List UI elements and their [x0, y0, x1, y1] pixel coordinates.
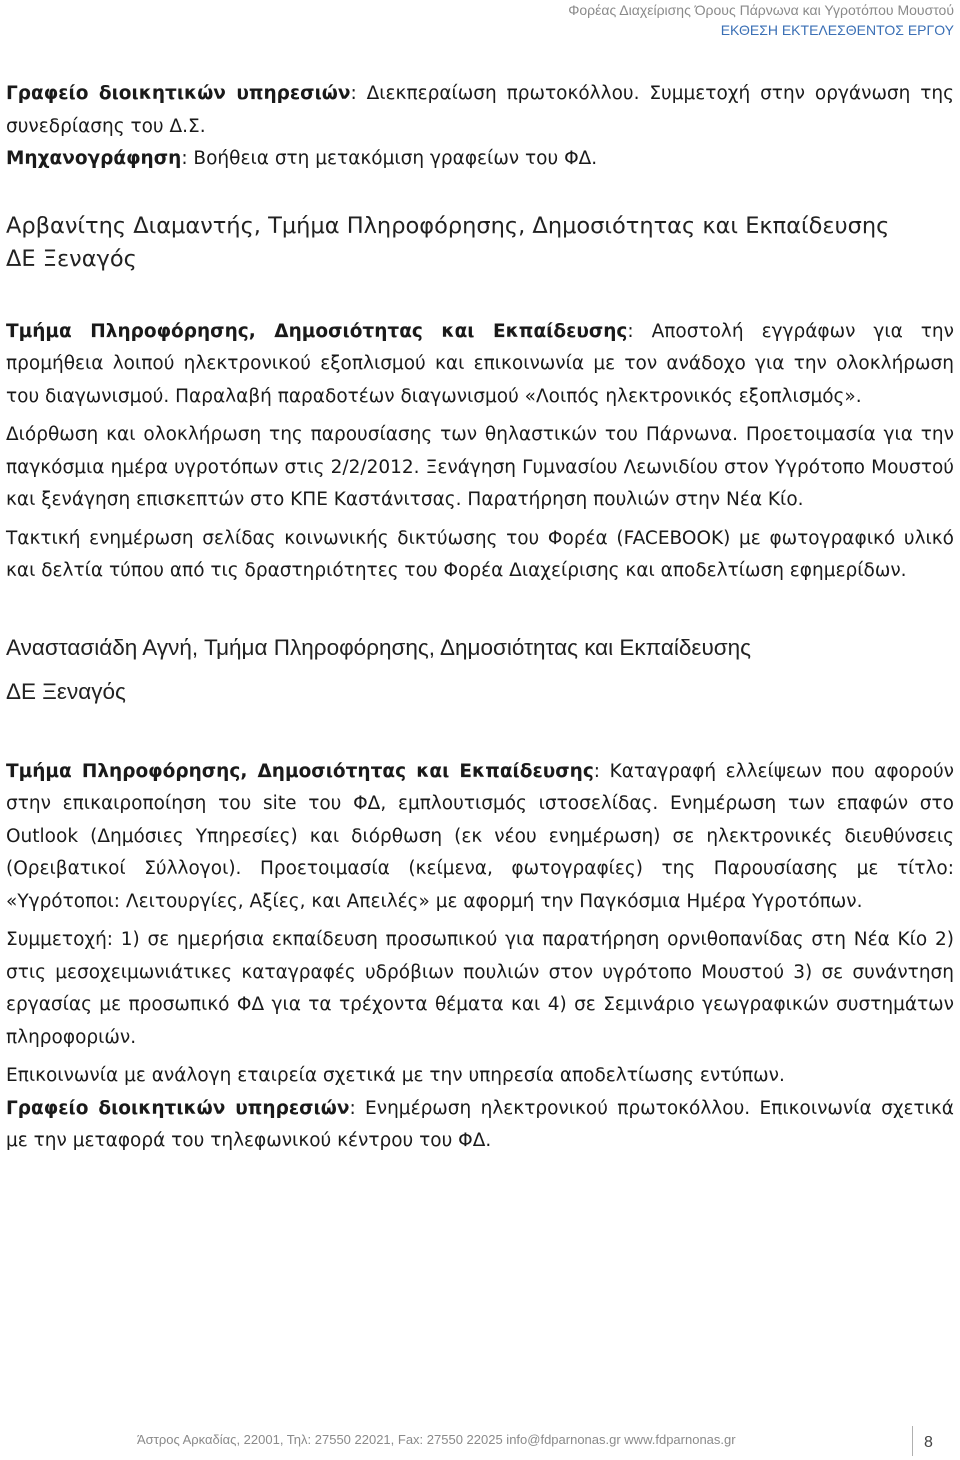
paragraph-text: : Ενημέρωση ηλεκτρονικού πρωτοκόλλου. Επικοινωνία σχετικά με την μεταφορά του τηλεφωνικού κέντρου του ΦΔ. — [6, 1097, 955, 1151]
paragraph: Τακτική ενημέρωση σελίδας κοινωνικής δικτύωσης του Φορέα (FACEBOOK) με φωτογραφικό υλικό και δελτία τύπου από τις δραστηριότητες του Φορέα Διαχείρισης και αποδελτίωση εφημερίδων. — [6, 527, 954, 581]
page-number: 8 — [924, 1434, 933, 1451]
paragraph — [6, 1093, 954, 1158]
paragraph-text: : Βοήθεια στη μετακόμιση γραφείων του ΦΔ. — [181, 148, 598, 169]
staff-name-heading: Αναστασιάδη Αγνή, Τμήμα Πληροφόρησης, Δημοσιότητας και Εκπαίδευσης — [6, 634, 751, 660]
paragraph: Επικοινωνία με ανάλογη εταιρεία σχετικά με την υπηρεσία αποδελτίωσης εντύπων. — [6, 1065, 785, 1086]
footer-divider — [912, 1426, 913, 1456]
paragraph — [6, 316, 954, 414]
paragraph-text: : Αποστολή εγγράφων για την προμήθεια λοιπού ηλεκτρονικού εξοπλισμού και επικοινωνία με τον ανάδοχο για την ολοκλήρωση του διαγωνισμού. Παραλαβή παραδοτέων διαγωνισμού «Λοιπός ηλεκτρονικός εξοπλισμός». — [6, 320, 954, 407]
footer-contact-info: Άστρος Αρκαδίας, 22001, Τηλ: 27550 22021, Fax: 27550 22025 info@fdparnonas.gr www.fdparnonas.gr — [137, 1432, 736, 1447]
paragraph: Διόρθωση και ολοκλήρωση της παρουσίασης των θηλαστικών του Πάρνωνα. Προετοιμασία για την παγκόσμια ημέρα υγροτόπων στις 2/2/2012. Ξενάγηση Γυμνασίου Λεωνιδίου στον Υγρότοπο Μουστού και ξενάγηση επισκεπτών στο ΚΠΕ Καστάνιτσας. Παρατήρηση πουλιών στην Νέα Κίο. — [6, 424, 954, 510]
paragraph-label: Τμήμα Πληροφόρησης, Δημοσιότητας και Εκπαίδευσης — [6, 760, 594, 782]
header-organization: Φορέας Διαχείρισης Όρους Πάρνωνα και Υγροτόπου Μουστού — [568, 2, 954, 18]
header-report-title: ΕΚΘΕΣΗ ΕΚΤΕΛΕΣΘΕΝΤΟΣ ΕΡΓΟΥ — [720, 22, 954, 38]
paragraph-text: : Διεκπεραίωση πρωτοκόλλου. Συμμετοχή στην οργάνωση της συνεδρίασης του Δ.Σ. — [6, 83, 955, 137]
staff-name-heading: Αρβανίτης Διαμαντής, Τμήμα Πληροφόρησης, Δημοσιότητας και Εκπαίδευσης — [6, 212, 890, 239]
staff-role: ΔΕ Ξεναγός — [6, 678, 126, 704]
page-header — [568, 0, 954, 40]
paragraph — [6, 143, 954, 176]
paragraph-label: Γραφείο διοικητικών υπηρεσιών — [6, 1097, 350, 1119]
staff-role: ΔΕ Ξεναγός — [6, 245, 137, 272]
paragraph-label: Τμήμα Πληροφόρησης, Δημοσιότητας και Εκπαίδευσης — [6, 320, 628, 342]
paragraph — [6, 756, 954, 919]
paragraph-label: Γραφείο διοικητικών υπηρεσιών — [6, 83, 351, 104]
document-body — [6, 78, 954, 1158]
paragraph-label: Μηχανογράφηση — [6, 148, 182, 169]
paragraph — [6, 78, 954, 143]
paragraph-text: : Καταγραφή ελλείψεων που αφορούν στην επικαιροποίηση του site του ΦΔ, εμπλουτισμός ιστοσελίδας. Ενημέρωση των επαφών στο Outlook (Δημόσιες Υπηρεσίες) και διόρθωση (εκ νέου ενημέρωση) σε ηλεκτρονικές διευθύνσεις (Ορειβατικοί Σύλλογοι). Προετοιμασία (κείμενα, φωτογραφίες) της Παρουσίασης με τίτλο: «Υγρότοποι: Λειτουργίες, Αξίες, και Απειλές» με αφορμή την Παγκόσμια Ημέρα Υγροτόπων. — [6, 760, 954, 912]
paragraph: Συμμετοχή: 1) σε ημερήσια εκπαίδευση προσωπικού για παρατήρηση ορνιθοπανίδας στη Νέα Κίο 2) στις μεσοχειμωνιάτικες καταγραφές υδρόβιων πουλιών στον υγρότοπο Μουστού 3) σε συνάντηση εργασίας με προσωπικό ΦΔ για τα τρέχοντα θέματα και 4) σε Σεμινάριο γεωγραφικών συστημάτων πληροφοριών. — [6, 929, 954, 1048]
